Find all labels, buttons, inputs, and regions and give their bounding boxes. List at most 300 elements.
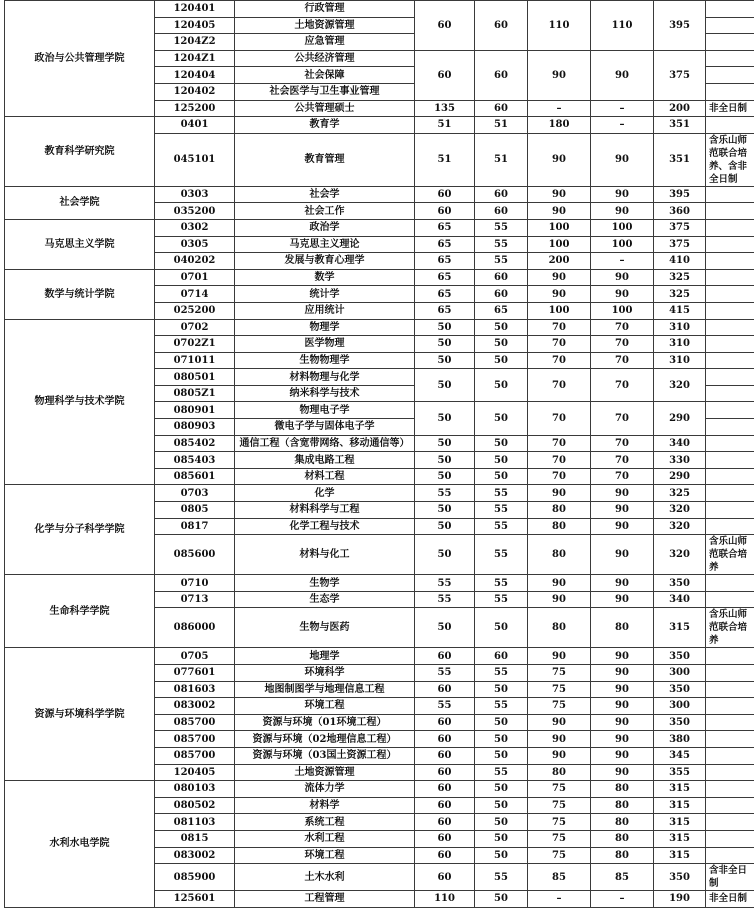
- remark: [706, 336, 754, 353]
- score-subject-2: 70: [591, 435, 654, 452]
- remark: [706, 518, 754, 535]
- score-subject-2: 90: [591, 764, 654, 781]
- score-subject-1: 90: [528, 591, 591, 608]
- score-politics: 50: [415, 352, 475, 369]
- program-name: 公共管理硕士: [235, 100, 415, 117]
- remark: 含乐山师范联合培养: [706, 608, 754, 648]
- program-code: 081103: [155, 814, 235, 831]
- school-name: 马克思主义学院: [5, 219, 155, 269]
- score-politics: 50: [415, 319, 475, 336]
- program-code: 085403: [155, 452, 235, 469]
- remark: [706, 17, 754, 34]
- score-politics: 51: [415, 133, 475, 186]
- score-politics: 60: [415, 186, 475, 203]
- remark: [706, 236, 754, 253]
- score-foreign-language: 50: [475, 608, 528, 648]
- remark: [706, 830, 754, 847]
- score-politics: 50: [415, 608, 475, 648]
- remark: [706, 681, 754, 698]
- program-name: 教育学: [235, 117, 415, 134]
- remark: 非全日制: [706, 100, 754, 117]
- program-name: 数学: [235, 269, 415, 286]
- score-foreign-language: 55: [475, 698, 528, 715]
- program-code: 085700: [155, 747, 235, 764]
- score-subject-2: 70: [591, 319, 654, 336]
- score-total: 350: [654, 648, 706, 665]
- program-code: 0805Z1: [155, 385, 235, 402]
- score-foreign-language: 50: [475, 681, 528, 698]
- table-row: [5, 781, 754, 798]
- table-row: [5, 575, 754, 592]
- program-name: 土地资源管理: [235, 17, 415, 34]
- score-foreign-language: 65: [475, 302, 528, 319]
- program-name: 流体力学: [235, 781, 415, 798]
- program-code: 0710: [155, 575, 235, 592]
- score-subject-1: 75: [528, 814, 591, 831]
- remark: [706, 847, 754, 864]
- program-code: 1204Z1: [155, 50, 235, 67]
- score-subject-2: 90: [591, 591, 654, 608]
- score-subject-1: 90: [528, 50, 591, 100]
- score-total: 350: [654, 575, 706, 592]
- score-politics: 55: [415, 698, 475, 715]
- score-subject-1: 90: [528, 133, 591, 186]
- program-name: 马克思主义理论: [235, 236, 415, 253]
- score-total: 200: [654, 100, 706, 117]
- score-subject-2: 80: [591, 781, 654, 798]
- remark: [706, 352, 754, 369]
- remark: [706, 698, 754, 715]
- score-total: 375: [654, 236, 706, 253]
- score-total: 350: [654, 681, 706, 698]
- score-subject-2: 90: [591, 133, 654, 186]
- remark: [706, 814, 754, 831]
- score-politics: 60: [415, 714, 475, 731]
- score-subject-2: 90: [591, 286, 654, 303]
- score-foreign-language: 55: [475, 518, 528, 535]
- score-subject-1: 70: [528, 336, 591, 353]
- score-subject-1: 70: [528, 452, 591, 469]
- program-code: 0302: [155, 219, 235, 236]
- score-total: 190: [654, 891, 706, 908]
- score-subject-2: 100: [591, 302, 654, 319]
- score-politics: 60: [415, 830, 475, 847]
- score-subject-2: 70: [591, 369, 654, 402]
- score-foreign-language: 60: [475, 648, 528, 665]
- score-total: 325: [654, 286, 706, 303]
- score-foreign-language: 50: [475, 731, 528, 748]
- score-politics: 55: [415, 575, 475, 592]
- score-subject-2: 80: [591, 797, 654, 814]
- score-total: 375: [654, 219, 706, 236]
- remark: [706, 34, 754, 51]
- score-politics: 135: [415, 100, 475, 117]
- program-name: 社会学: [235, 186, 415, 203]
- program-name: 化学: [235, 485, 415, 502]
- score-subject-1: 90: [528, 269, 591, 286]
- score-subject-1: 80: [528, 535, 591, 575]
- score-foreign-language: 50: [475, 797, 528, 814]
- score-total: 315: [654, 847, 706, 864]
- score-total: 350: [654, 864, 706, 891]
- score-foreign-language: 55: [475, 665, 528, 682]
- score-politics: 60: [415, 864, 475, 891]
- score-politics: 60: [415, 203, 475, 220]
- remark: [706, 67, 754, 84]
- program-code: 085900: [155, 864, 235, 891]
- score-total: 320: [654, 535, 706, 575]
- remark: [706, 186, 754, 203]
- program-name: 材料科学与工程: [235, 502, 415, 519]
- score-subject-2: 90: [591, 731, 654, 748]
- score-subject-2: 80: [591, 814, 654, 831]
- program-name: 教育管理: [235, 133, 415, 186]
- program-name: 应急管理: [235, 34, 415, 51]
- score-subject-1: 75: [528, 830, 591, 847]
- score-total: 410: [654, 253, 706, 270]
- score-foreign-language: 60: [475, 50, 528, 100]
- school-name: 水利水电学院: [5, 781, 155, 908]
- program-name: 资源与环境（02地理信息工程）: [235, 731, 415, 748]
- score-politics: 50: [415, 402, 475, 435]
- score-subject-1: 180: [528, 117, 591, 134]
- program-name: 环境工程: [235, 847, 415, 864]
- score-subject-1: –: [528, 891, 591, 908]
- remark: [706, 1, 754, 18]
- remark: [706, 319, 754, 336]
- program-code: 120402: [155, 83, 235, 100]
- program-code: 080502: [155, 797, 235, 814]
- remark: [706, 219, 754, 236]
- score-subject-2: 70: [591, 452, 654, 469]
- score-total: 375: [654, 50, 706, 100]
- program-name: 环境科学: [235, 665, 415, 682]
- program-name: 地理学: [235, 648, 415, 665]
- score-subject-1: –: [528, 100, 591, 117]
- score-foreign-language: 50: [475, 369, 528, 402]
- score-total: 345: [654, 747, 706, 764]
- score-foreign-language: 55: [475, 575, 528, 592]
- score-politics: 60: [415, 797, 475, 814]
- score-politics: 51: [415, 117, 475, 134]
- score-total: 340: [654, 591, 706, 608]
- score-subject-1: 110: [528, 1, 591, 51]
- score-foreign-language: 50: [475, 891, 528, 908]
- program-name: 应用统计: [235, 302, 415, 319]
- program-name: 土地资源管理: [235, 764, 415, 781]
- remark: [706, 485, 754, 502]
- program-code: 0303: [155, 186, 235, 203]
- remark: [706, 369, 754, 386]
- score-subject-2: 70: [591, 336, 654, 353]
- score-foreign-language: 60: [475, 186, 528, 203]
- table-row: [5, 319, 754, 336]
- score-subject-2: 90: [591, 485, 654, 502]
- score-subject-1: 75: [528, 797, 591, 814]
- program-code: 1204Z2: [155, 34, 235, 51]
- score-subject-2: 85: [591, 864, 654, 891]
- score-politics: 50: [415, 468, 475, 485]
- remark: 含非全日制: [706, 864, 754, 891]
- remark: [706, 435, 754, 452]
- score-total: 355: [654, 764, 706, 781]
- program-code: 080103: [155, 781, 235, 798]
- remark: [706, 747, 754, 764]
- score-subject-2: 70: [591, 402, 654, 435]
- score-politics: 60: [415, 1, 475, 51]
- score-politics: 55: [415, 665, 475, 682]
- score-politics: 65: [415, 253, 475, 270]
- score-subject-1: 75: [528, 847, 591, 864]
- remark: [706, 452, 754, 469]
- score-total: 320: [654, 502, 706, 519]
- program-code: 085600: [155, 535, 235, 575]
- program-name: 材料物理与化学: [235, 369, 415, 386]
- table-row: [5, 219, 754, 236]
- program-name: 资源与环境（03国土资源工程）: [235, 747, 415, 764]
- score-subject-1: 100: [528, 219, 591, 236]
- program-code: 0401: [155, 117, 235, 134]
- program-code: 0817: [155, 518, 235, 535]
- score-politics: 60: [415, 747, 475, 764]
- score-foreign-language: 55: [475, 219, 528, 236]
- program-name: 社会工作: [235, 203, 415, 220]
- score-politics: 65: [415, 236, 475, 253]
- program-name: 土木水利: [235, 864, 415, 891]
- score-politics: 60: [415, 764, 475, 781]
- remark: [706, 302, 754, 319]
- score-subject-2: 90: [591, 665, 654, 682]
- score-foreign-language: 50: [475, 814, 528, 831]
- score-total: 360: [654, 203, 706, 220]
- remark: 非全日制: [706, 891, 754, 908]
- school-name: 社会学院: [5, 186, 155, 219]
- score-subject-1: 70: [528, 468, 591, 485]
- score-subject-2: –: [591, 253, 654, 270]
- program-code: 080903: [155, 419, 235, 436]
- score-politics: 50: [415, 502, 475, 519]
- school-name: 教育科学研究院: [5, 117, 155, 187]
- score-subject-1: 75: [528, 698, 591, 715]
- program-code: 040202: [155, 253, 235, 270]
- score-politics: 50: [415, 336, 475, 353]
- program-name: 集成电路工程: [235, 452, 415, 469]
- score-subject-2: 100: [591, 219, 654, 236]
- score-subject-1: 70: [528, 319, 591, 336]
- score-total: 315: [654, 781, 706, 798]
- score-politics: 50: [415, 435, 475, 452]
- program-code: 0703: [155, 485, 235, 502]
- score-foreign-language: 50: [475, 830, 528, 847]
- program-name: 化学工程与技术: [235, 518, 415, 535]
- program-code: 0305: [155, 236, 235, 253]
- score-foreign-language: 55: [475, 864, 528, 891]
- score-foreign-language: 50: [475, 336, 528, 353]
- remark: [706, 253, 754, 270]
- school-name: 数学与统计学院: [5, 269, 155, 319]
- program-code: 120405: [155, 17, 235, 34]
- table-row: [5, 648, 754, 665]
- school-name: 化学与分子科学学院: [5, 485, 155, 575]
- program-name: 水利工程: [235, 830, 415, 847]
- program-name: 生物学: [235, 575, 415, 592]
- score-subject-1: 200: [528, 253, 591, 270]
- remark: 含乐山师范联合培养: [706, 535, 754, 575]
- remark: [706, 468, 754, 485]
- remark: [706, 385, 754, 402]
- program-name: 物理电子学: [235, 402, 415, 419]
- program-name: 政治学: [235, 219, 415, 236]
- program-name: 资源与环境（01环境工程）: [235, 714, 415, 731]
- score-subject-2: 90: [591, 747, 654, 764]
- table-row: [5, 186, 754, 203]
- score-total: 320: [654, 369, 706, 402]
- score-foreign-language: 50: [475, 714, 528, 731]
- program-code: 0815: [155, 830, 235, 847]
- program-name: 纳米科学与技术: [235, 385, 415, 402]
- score-foreign-language: 51: [475, 117, 528, 134]
- program-code: 071011: [155, 352, 235, 369]
- score-total: 395: [654, 1, 706, 51]
- program-name: 材料工程: [235, 468, 415, 485]
- score-subject-1: 80: [528, 518, 591, 535]
- score-total: 330: [654, 452, 706, 469]
- table-row: [5, 1, 754, 18]
- score-subject-1: 75: [528, 665, 591, 682]
- score-subject-2: 90: [591, 714, 654, 731]
- score-subject-2: 80: [591, 847, 654, 864]
- score-subject-1: 90: [528, 731, 591, 748]
- score-foreign-language: 50: [475, 352, 528, 369]
- score-total: 380: [654, 731, 706, 748]
- school-name: 资源与环境科学学院: [5, 648, 155, 781]
- score-subject-2: 80: [591, 608, 654, 648]
- score-subject-2: 80: [591, 830, 654, 847]
- score-foreign-language: 60: [475, 1, 528, 51]
- score-total: 325: [654, 269, 706, 286]
- score-subject-2: –: [591, 100, 654, 117]
- remark: [706, 575, 754, 592]
- school-name: 物理科学与技术学院: [5, 319, 155, 485]
- score-subject-2: –: [591, 117, 654, 134]
- score-subject-1: 75: [528, 781, 591, 798]
- score-politics: 50: [415, 518, 475, 535]
- score-politics: 50: [415, 535, 475, 575]
- score-politics: 60: [415, 731, 475, 748]
- score-foreign-language: 50: [475, 468, 528, 485]
- score-subject-2: 100: [591, 236, 654, 253]
- score-total: 300: [654, 698, 706, 715]
- remark: [706, 781, 754, 798]
- score-politics: 50: [415, 452, 475, 469]
- score-foreign-language: 50: [475, 402, 528, 435]
- score-total: 395: [654, 186, 706, 203]
- remark: [706, 731, 754, 748]
- score-foreign-language: 50: [475, 319, 528, 336]
- score-subject-2: 110: [591, 1, 654, 51]
- score-table: [4, 0, 754, 908]
- score-subject-2: 90: [591, 648, 654, 665]
- score-subject-1: 90: [528, 648, 591, 665]
- program-name: 社会保障: [235, 67, 415, 84]
- program-code: 085700: [155, 731, 235, 748]
- score-total: 351: [654, 117, 706, 134]
- score-foreign-language: 50: [475, 847, 528, 864]
- score-foreign-language: 51: [475, 133, 528, 186]
- score-subject-1: 70: [528, 352, 591, 369]
- program-code: 083002: [155, 698, 235, 715]
- program-name: 材料与化工: [235, 535, 415, 575]
- program-name: 材料学: [235, 797, 415, 814]
- score-foreign-language: 60: [475, 203, 528, 220]
- score-subject-1: 80: [528, 764, 591, 781]
- remark: 含乐山师范联合培养、含非全日制: [706, 133, 754, 186]
- score-subject-2: 90: [591, 269, 654, 286]
- score-foreign-language: 55: [475, 485, 528, 502]
- score-politics: 60: [415, 814, 475, 831]
- score-subject-2: 70: [591, 352, 654, 369]
- program-name: 物理学: [235, 319, 415, 336]
- score-total: 320: [654, 518, 706, 535]
- program-name: 行政管理: [235, 1, 415, 18]
- score-politics: 60: [415, 781, 475, 798]
- score-total: 310: [654, 319, 706, 336]
- remark: [706, 117, 754, 134]
- program-code: 080901: [155, 402, 235, 419]
- score-politics: 65: [415, 302, 475, 319]
- score-subject-2: 90: [591, 518, 654, 535]
- score-subject-2: 90: [591, 203, 654, 220]
- program-code: 120404: [155, 67, 235, 84]
- score-total: 290: [654, 402, 706, 435]
- score-subject-2: 90: [591, 698, 654, 715]
- remark: [706, 665, 754, 682]
- remark: [706, 591, 754, 608]
- score-total: 290: [654, 468, 706, 485]
- score-politics: 65: [415, 269, 475, 286]
- program-name: 社会医学与卫生事业管理: [235, 83, 415, 100]
- remark: [706, 83, 754, 100]
- program-code: 120401: [155, 1, 235, 18]
- program-name: 通信工程（含宽带网络、移动通信等）: [235, 435, 415, 452]
- score-foreign-language: 55: [475, 253, 528, 270]
- school-name: 政治与公共管理学院: [5, 1, 155, 117]
- score-foreign-language: 50: [475, 747, 528, 764]
- program-code: 083002: [155, 847, 235, 864]
- score-foreign-language: 50: [475, 781, 528, 798]
- remark: [706, 50, 754, 67]
- program-code: 045101: [155, 133, 235, 186]
- score-politics: 55: [415, 591, 475, 608]
- table-row: [5, 485, 754, 502]
- table-row: [5, 117, 754, 134]
- score-politics: 55: [415, 485, 475, 502]
- score-foreign-language: 55: [475, 535, 528, 575]
- score-foreign-language: 50: [475, 452, 528, 469]
- score-subject-1: 90: [528, 186, 591, 203]
- score-total: 340: [654, 435, 706, 452]
- score-subject-2: 90: [591, 681, 654, 698]
- score-subject-1: 90: [528, 575, 591, 592]
- score-foreign-language: 50: [475, 435, 528, 452]
- program-code: 086000: [155, 608, 235, 648]
- score-foreign-language: 55: [475, 764, 528, 781]
- program-code: 0805: [155, 502, 235, 519]
- score-total: 315: [654, 797, 706, 814]
- score-subject-1: 90: [528, 747, 591, 764]
- program-code: 0713: [155, 591, 235, 608]
- score-subject-2: 90: [591, 535, 654, 575]
